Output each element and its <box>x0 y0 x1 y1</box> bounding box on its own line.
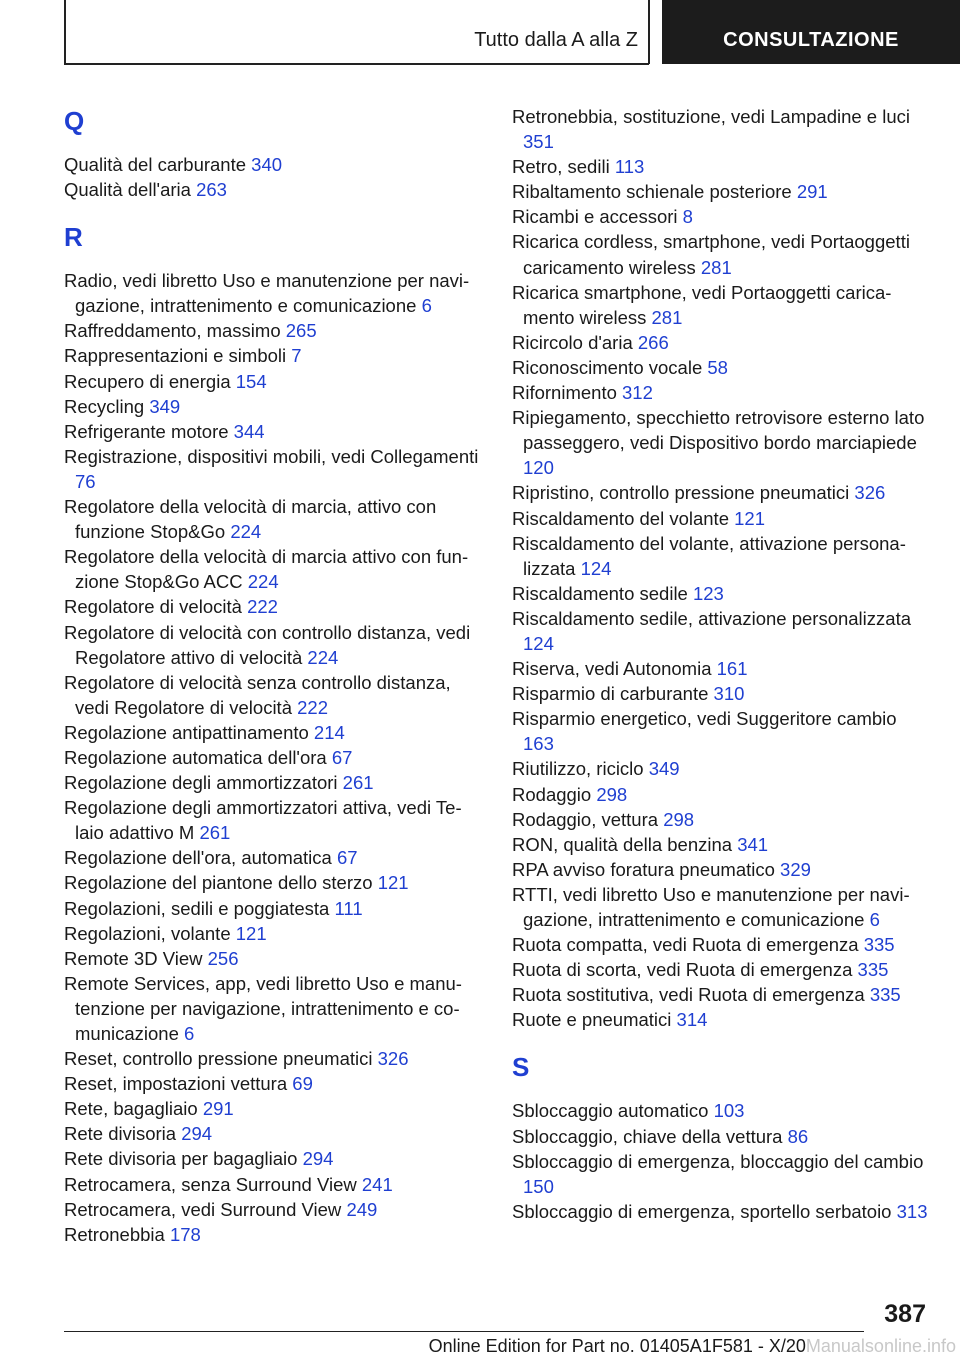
index-entry-text: RON, qualità della benzina <box>512 833 738 855</box>
index-entry-text: Recupero di energia <box>64 370 236 392</box>
index-entry-text: Rete divisoria <box>64 1123 182 1145</box>
index-page-link[interactable]: 103 <box>713 1100 745 1122</box>
page-number: 387 <box>884 1300 926 1328</box>
index-page-link[interactable]: 120 <box>523 457 554 479</box>
index-page-link[interactable]: 349 <box>149 395 181 417</box>
index-page-link[interactable]: 58 <box>707 356 728 378</box>
index-entry <box>512 782 932 807</box>
index-page-link[interactable]: 124 <box>580 557 612 579</box>
index-page-link[interactable]: 261 <box>199 822 231 844</box>
index-page-link[interactable]: 256 <box>207 947 239 969</box>
index-entry-text: Ricircolo d'aria <box>512 331 638 353</box>
index-page-link[interactable]: 310 <box>713 683 745 705</box>
index-page-link[interactable]: 326 <box>854 482 886 504</box>
index-page-link[interactable]: 163 <box>523 733 554 755</box>
index-entry-text: Retronebbia <box>64 1223 170 1245</box>
index-page-link[interactable]: 121 <box>235 922 267 944</box>
index-page-link[interactable]: 298 <box>596 783 628 805</box>
index-entry <box>64 369 480 394</box>
index-entry <box>512 104 932 154</box>
index-entry <box>512 280 932 330</box>
index-page-link[interactable]: 335 <box>863 934 895 956</box>
index-entry <box>64 152 480 177</box>
index-page-link[interactable]: 69 <box>292 1073 313 1095</box>
index-letter-heading: S <box>512 1052 530 1083</box>
index-entry-text: Regolazione automatica dell'ora <box>64 746 332 768</box>
index-entry <box>64 670 480 720</box>
index-entry-text: Riscaldamento del volante <box>512 507 735 529</box>
index-entry <box>512 957 932 982</box>
index-entry-text: Sbloccaggio di emergenza, sportello serbatoio <box>512 1200 897 1222</box>
index-page-link[interactable]: 312 <box>622 382 653 404</box>
index-entry <box>64 1071 480 1096</box>
index-entry-text: Recycling <box>64 395 150 417</box>
index-entry <box>512 1124 932 1149</box>
index-page-link[interactable]: 344 <box>233 420 265 442</box>
index-entry-text: Retro, sedili <box>512 156 615 178</box>
index-entry <box>512 807 932 832</box>
index-entry <box>512 581 932 606</box>
index-page-link[interactable]: 351 <box>523 131 554 153</box>
index-entry-text: Riutilizzo, riciclo <box>512 758 649 780</box>
index-page-link[interactable]: 326 <box>377 1048 409 1070</box>
index-entry <box>64 544 480 594</box>
index-page-link[interactable]: 113 <box>614 156 645 178</box>
index-page-link[interactable]: 67 <box>331 746 353 768</box>
index-entry-text: Registrazione, dispositivi mobili, vedi Collegamenti <box>64 445 479 467</box>
index-entry <box>64 318 480 343</box>
index-entry <box>64 770 480 795</box>
index-entry-text: Regolatore della velocità di marcia attivo con funzione Stop&Go ACC <box>64 546 469 593</box>
index-entry-text: Retronebbia, sostituzione, vedi Lampadine e luci <box>512 106 910 127</box>
index-entry <box>512 154 932 179</box>
index-page-link[interactable]: 123 <box>692 582 724 604</box>
index-entry <box>512 932 932 957</box>
index-page-link[interactable]: 121 <box>377 872 409 894</box>
index-entry <box>512 982 932 1007</box>
index-column-right <box>512 104 932 1224</box>
index-entry-text: Regolazione del piantone dello sterzo <box>64 872 378 894</box>
index-entry <box>64 1172 480 1197</box>
index-entry <box>64 444 480 494</box>
index-entry <box>512 1007 932 1032</box>
index-entry <box>512 480 932 505</box>
index-page-link[interactable]: 266 <box>637 331 669 353</box>
index-entry-text: Regolatore di velocità con controllo distanza, vedi Regolatore attivo di velocità <box>64 621 471 668</box>
index-page-link[interactable]: 298 <box>663 808 695 830</box>
index-entry <box>512 1098 932 1123</box>
index-entry <box>64 1121 480 1146</box>
index-entry <box>64 494 480 544</box>
index-page-link[interactable]: 349 <box>648 758 680 780</box>
index-entry-text: RTTI, vedi libretto Uso e manutenzione per navigazione, intrattenimento e comunicazione <box>512 883 910 930</box>
index-entry <box>64 795 480 845</box>
index-page-link[interactable]: 76 <box>75 470 96 492</box>
index-page-link[interactable]: 111 <box>334 897 363 919</box>
index-entry-text: Refrigerante motore <box>64 420 234 442</box>
index-page-link[interactable]: 341 <box>737 833 769 855</box>
index-entry <box>64 177 480 202</box>
index-entry <box>64 946 480 971</box>
header-rule-left <box>64 0 66 64</box>
edition-note: Online Edition for Part no. 01405A1F581 - X/20 <box>428 1336 806 1356</box>
index-entry-text: Ribaltamento schienale posteriore <box>512 181 797 203</box>
index-entry-text: Sbloccaggio automatico <box>512 1100 714 1122</box>
index-entry <box>512 756 932 781</box>
index-letter-heading: R <box>64 222 83 253</box>
index-entry <box>64 343 480 368</box>
index-page-link[interactable]: 224 <box>230 521 262 543</box>
index-entry <box>64 620 480 670</box>
index-entry-text: Remote 3D View <box>64 947 208 969</box>
index-entry <box>512 405 932 480</box>
index-page-link[interactable]: 241 <box>361 1173 393 1195</box>
index-page-link[interactable]: 124 <box>523 632 554 654</box>
footer <box>0 1333 960 1359</box>
index-entry <box>64 1096 480 1121</box>
index-entry-text: Risparmio energetico, vedi Suggeritore cambio <box>512 708 897 730</box>
index-page-link[interactable]: 67 <box>336 847 358 869</box>
index-page-link[interactable]: 249 <box>346 1198 378 1220</box>
section-tab: CONSULTAZIONE <box>662 0 960 64</box>
index-entry <box>512 857 932 882</box>
index-page-link[interactable]: 291 <box>202 1098 234 1120</box>
index-entry-text: Riconoscimento vocale <box>512 356 708 378</box>
index-entry-text: Qualità del carburante <box>64 154 252 175</box>
index-entry <box>512 229 932 279</box>
index-entry-text: Ripristino, controllo pressione pneumatici <box>512 482 855 504</box>
index-entry-text: Riscaldamento sedile <box>512 582 693 604</box>
index-entry <box>64 720 480 745</box>
index-page-link[interactable]: 263 <box>196 179 227 201</box>
index-page-link[interactable]: 335 <box>869 984 901 1006</box>
index-entry <box>512 380 932 405</box>
index-page-link[interactable]: 265 <box>285 320 317 342</box>
index-entry-text: Ricarica smartphone, vedi Portaoggetti caricamento wireless <box>512 281 892 328</box>
index-entry-text: Rappresentazioni e simboli <box>64 345 292 367</box>
index-entry-text: Ruota di scorta, vedi Ruota di emergenza <box>512 959 858 981</box>
index-entry-text: Riserva, vedi Autonomia <box>512 658 717 680</box>
index-entry-text: Ruota compatta, vedi Ruota di emergenza <box>512 934 864 956</box>
index-entry-text: Regolazione degli ammortizzatori attiva, vedi Telaio adattivo M <box>64 797 462 844</box>
index-page-link[interactable]: 222 <box>247 596 278 618</box>
index-entry-text: Reset, controllo pressione pneumatici <box>64 1048 378 1070</box>
index-entry-text: Riscaldamento del volante, attivazione personalizzata <box>512 532 906 579</box>
header-rule-right <box>648 0 650 64</box>
index-entry-text: Regolatore di velocità senza controllo distanza, vedi Regolatore di velocità <box>64 671 451 718</box>
index-entry <box>64 268 480 318</box>
index-entry-text: Retrocamera, vedi Surround View <box>64 1198 347 1220</box>
index-page-link[interactable]: 281 <box>700 256 732 278</box>
index-entry <box>64 870 480 895</box>
index-entry <box>64 1197 480 1222</box>
index-entry <box>512 1199 932 1224</box>
index-entry-text: Rete, bagagliaio <box>64 1098 203 1120</box>
index-entry <box>512 330 932 355</box>
index-entry <box>512 204 932 229</box>
index-page-link[interactable]: 281 <box>651 306 683 328</box>
index-entry-text: Ruote e pneumatici <box>512 1009 677 1031</box>
index-entry <box>512 882 932 932</box>
index-entry-text: Regolazione antipattinamento <box>64 721 314 743</box>
index-entry-text: Regolazione degli ammortizzatori <box>64 772 343 794</box>
index-entry-text: Regolatore di velocità <box>64 596 248 618</box>
index-entry-text: Sbloccaggio di emergenza, bloccaggio del cambio <box>512 1150 924 1172</box>
index-entry <box>64 921 480 946</box>
index-column-left <box>64 100 480 1247</box>
index-page-link[interactable]: 329 <box>780 858 811 880</box>
index-page-link[interactable]: 121 <box>734 507 766 529</box>
index-entry <box>512 506 932 531</box>
index-entry-text: Remote Services, app, vedi libretto Uso e manutenzione per navigazione, intrattenimento e comunicazione <box>64 972 462 1044</box>
index-entry <box>512 656 932 681</box>
index-entry-text: Ricambi e accessori <box>512 206 683 228</box>
index-page-link[interactable]: 154 <box>235 370 267 392</box>
index-entry <box>64 971 480 1046</box>
index-entry-text: Risparmio di carburante <box>512 683 714 705</box>
index-entry-text: Rete divisoria per bagagliaio <box>64 1148 303 1170</box>
index-entry-text: Radio, vedi libretto Uso e manutenzione per navigazione, intrattenimento e comunicazione <box>64 270 470 317</box>
index-entry <box>64 594 480 619</box>
watermark: Manualsonline.info <box>805 1336 956 1356</box>
index-page-link[interactable]: 224 <box>247 571 279 593</box>
index-entry-text: Regolatore della velocità di marcia, attivo con funzione Stop&Go <box>64 496 437 543</box>
index-page-link[interactable]: 291 <box>796 181 828 203</box>
index-entry <box>64 845 480 870</box>
index-page-link[interactable]: 178 <box>169 1223 201 1245</box>
index-entry-text: Rodaggio, vettura <box>512 808 664 830</box>
index-page-link[interactable]: 150 <box>523 1175 554 1197</box>
index-entry-text: Sbloccaggio, chiave della vettura <box>512 1125 788 1147</box>
index-page-link[interactable]: 6 <box>421 295 432 317</box>
index-entry-text: Ripiegamento, specchietto retrovisore esterno lato passeggero, vedi Dispositivo bordo marciapiede <box>512 407 925 454</box>
index-page-link[interactable]: 222 <box>297 696 329 718</box>
index-entry-text: Retrocamera, senza Surround View <box>64 1173 362 1195</box>
index-page-link[interactable]: 335 <box>857 959 889 981</box>
index-page-link[interactable]: 313 <box>896 1200 928 1222</box>
index-page-link[interactable]: 6 <box>184 1023 195 1044</box>
index-entry <box>64 896 480 921</box>
chapter-title: Tutto dalla A alla Z <box>474 29 638 51</box>
index-entry-text: Ricarica cordless, smartphone, vedi Portaoggetti caricamento wireless <box>512 231 910 278</box>
index-page-link[interactable]: 261 <box>342 772 374 794</box>
index-page-link[interactable]: 6 <box>869 909 880 930</box>
index-entry <box>512 606 932 656</box>
index-entry-text: Regolazione dell'ora, automatica <box>64 847 337 869</box>
index-page-link[interactable]: 7 <box>291 345 302 367</box>
index-entry <box>64 1146 480 1171</box>
index-entry-text: Regolazioni, volante <box>64 922 236 944</box>
index-page-link[interactable]: 294 <box>181 1123 213 1145</box>
index-entry <box>512 681 932 706</box>
index-entry <box>64 1222 480 1247</box>
index-entry-text: Rodaggio <box>512 783 597 805</box>
index-entry <box>512 531 932 581</box>
index-entry-text: Ruota sostitutiva, vedi Ruota di emergenza <box>512 984 870 1006</box>
index-entry-text: RPA avviso foratura pneumatico <box>512 858 781 880</box>
footer-rule <box>64 1331 864 1332</box>
index-page-link[interactable]: 314 <box>676 1009 708 1031</box>
index-page-link[interactable]: 214 <box>313 721 345 743</box>
index-letter-heading: Q <box>64 106 85 136</box>
index-page-link[interactable]: 340 <box>251 154 283 175</box>
index-entry <box>512 1149 932 1199</box>
index-entry-text: Raffreddamento, massimo <box>64 320 286 342</box>
index-entry <box>64 745 480 770</box>
index-page-link[interactable]: 161 <box>716 658 748 680</box>
index-page-link[interactable]: 86 <box>787 1125 809 1147</box>
index-entry-text: Qualità dell'aria <box>64 179 197 201</box>
index-entry <box>512 355 932 380</box>
index-entry <box>512 179 932 204</box>
index-entry-text: Riscaldamento sedile, attivazione personalizzata <box>512 607 911 629</box>
index-page-link[interactable]: 8 <box>682 206 693 228</box>
index-entry-text: Rifornimento <box>512 382 623 404</box>
index-entry <box>512 832 932 857</box>
index-entry <box>64 394 480 419</box>
index-page-link[interactable]: 294 <box>302 1148 334 1170</box>
index-entry-text: Regolazioni, sedili e poggiatesta <box>64 897 335 919</box>
index-entry <box>64 1046 480 1071</box>
index-entry <box>512 706 932 756</box>
index-entry-text: Reset, impostazioni vettura <box>64 1073 293 1095</box>
index-page-link[interactable]: 224 <box>307 646 339 668</box>
index-entry <box>64 419 480 444</box>
